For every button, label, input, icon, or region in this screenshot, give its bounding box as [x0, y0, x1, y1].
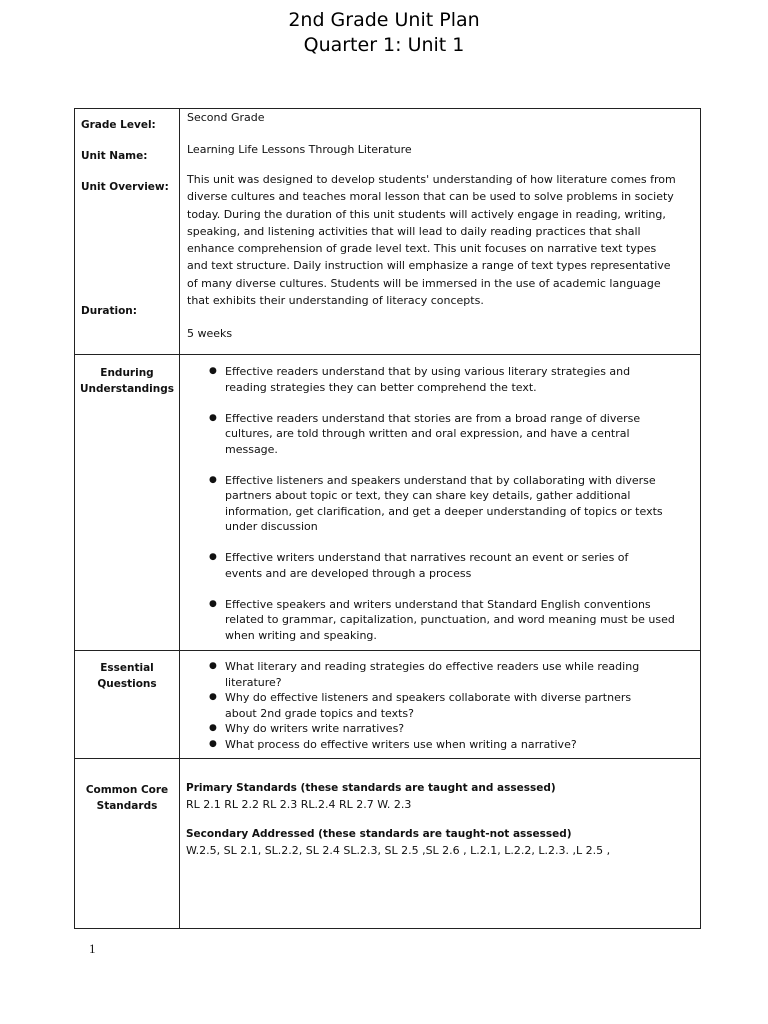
list-item-line: Why do writers write narratives?: [225, 722, 405, 735]
overview-line: speaking, and listening activities that will lead to daily reading practices that shall: [187, 224, 641, 238]
list-item-line: message.: [225, 442, 278, 456]
document-subtitle: Quarter 1: Unit 1: [303, 34, 465, 56]
unit-name-value: Learning Life Lessons Through Literature: [187, 143, 412, 156]
essential-label-cell: [75, 651, 180, 759]
enduring-content-cell: [180, 355, 701, 651]
list-item: [180, 597, 700, 644]
secondary-standards-heading: Secondary Addressed (these standards are taught-not assessed): [186, 828, 572, 840]
bullet-icon: ●: [209, 723, 217, 733]
unit-overview-text: [187, 171, 699, 309]
document-title: 2nd Grade Unit Plan: [288, 9, 480, 31]
list-item: [180, 550, 700, 581]
overview-line: This unit was designed to develop students' understanding of how literature comes from: [187, 173, 676, 186]
list-item-line: What process do effective writers use when writing a narrative?: [225, 737, 577, 751]
primary-standards-heading: Primary Standards (these standards are taught and assessed): [186, 782, 556, 794]
list-item: [180, 737, 700, 753]
standards-row: [75, 759, 701, 929]
list-item-line: reading strategies they can better comprehend the text.: [225, 380, 537, 394]
enduring-label-line: Understandings: [79, 383, 174, 395]
list-item-line: information, get clarification, and get a deeper understanding of topics or texts: [225, 504, 663, 518]
bullet-icon: ●: [209, 598, 217, 609]
standards-content-cell: [180, 759, 701, 929]
bullet-icon: ●: [209, 661, 217, 671]
standards-label-cell: [75, 759, 180, 929]
unit-plan-table: [74, 108, 701, 929]
bullet-icon: ●: [209, 412, 217, 423]
list-item: [180, 473, 700, 535]
list-item-line: Effective readers understand that by using various literary strategies and: [225, 365, 631, 378]
list-item-line: Effective speakers and writers understand that Standard English conventions: [225, 597, 651, 611]
list-item: [180, 721, 700, 737]
overview-line: of many diverse cultures. Students will be immersed in the use of academic language: [187, 276, 661, 290]
essential-list: [180, 651, 700, 752]
overview-line: that exhibits their understanding of literacy concepts.: [187, 294, 484, 308]
list-item: [180, 411, 700, 458]
list-item-line: under discussion: [225, 520, 318, 533]
unit-name-label: Unit Name:: [81, 150, 148, 162]
list-item-line: related to grammar, capitalization, punctuation, and word meaning must be used: [225, 613, 675, 626]
essential-content-cell: [180, 651, 701, 759]
bullet-icon: ●: [209, 738, 217, 749]
page-number: 1: [89, 941, 96, 956]
standards-label-line: Standards: [96, 800, 158, 812]
primary-standards-list: RL 2.1 RL 2.2 RL 2.3 RL.2.4 RL 2.7 W. 2.3: [186, 797, 412, 811]
duration-value: 5 weeks: [187, 327, 233, 340]
overview-line: diverse cultures and teaches moral lesson that can be used to solve problems in society: [187, 190, 674, 204]
list-item-line: about 2nd grade topics and texts?: [225, 706, 415, 720]
list-item-line: Why do effective listeners and speakers collaborate with diverse partners: [225, 691, 632, 704]
overview-row: [75, 109, 701, 355]
list-item: [180, 364, 700, 395]
list-item-line: What literary and reading strategies do effective readers use while reading: [225, 660, 640, 673]
secondary-standards-list: W.2.5, SL 2.1, SL.2.2, SL 2.4 SL.2.3, SL 2.5 ,SL 2.6 , L.2.1, L.2.2, L.2.3. ,L 2.5 ,: [186, 843, 611, 857]
list-item-line: Effective writers understand that narratives recount an event or series of: [225, 551, 629, 564]
duration-label: Duration:: [81, 305, 137, 317]
bullet-icon: ●: [209, 474, 217, 485]
enduring-label-line: Enduring: [100, 367, 154, 379]
overview-content-cell: [180, 109, 701, 355]
enduring-label-cell: [75, 355, 180, 651]
list-item-line: events and are developed through a process: [225, 566, 472, 580]
overview-line: and text structure. Daily instruction will emphasize a range of text types representative: [187, 259, 671, 273]
unit-overview-label: Unit Overview:: [81, 181, 169, 193]
list-item-line: when writing and speaking.: [225, 628, 377, 642]
list-item-line: Effective readers understand that stories are from a broad range of diverse: [225, 411, 641, 425]
list-item-line: Effective listeners and speakers understand that by collaborating with diverse: [225, 473, 656, 487]
essential-row: [75, 651, 701, 759]
overview-line: today. During the duration of this unit students will actively engage in reading, writing,: [187, 207, 666, 221]
enduring-row: [75, 355, 701, 651]
list-item: [180, 659, 700, 690]
standards-label-line: Common Core: [85, 784, 169, 796]
list-item: [180, 690, 700, 721]
list-item-line: partners about topic or text, they can share key details, gather additional: [225, 489, 631, 502]
enduring-list: [180, 355, 700, 643]
bullet-icon: ●: [209, 552, 217, 562]
essential-label-line: Questions: [97, 678, 157, 690]
overview-line: enhance comprehension of grade level text. This unit focuses on narrative text types: [187, 242, 657, 256]
list-item-line: cultures, are told through written and oral expression, and have a central: [225, 427, 630, 440]
overview-label-cell: [75, 109, 180, 355]
grade-level-value: Second Grade: [187, 111, 265, 124]
bullet-icon: ●: [209, 366, 217, 376]
essential-label-line: Essential: [100, 662, 154, 674]
grade-level-label: Grade Level:: [81, 119, 156, 131]
list-item-line: literature?: [225, 675, 282, 689]
bullet-icon: ●: [209, 692, 217, 702]
